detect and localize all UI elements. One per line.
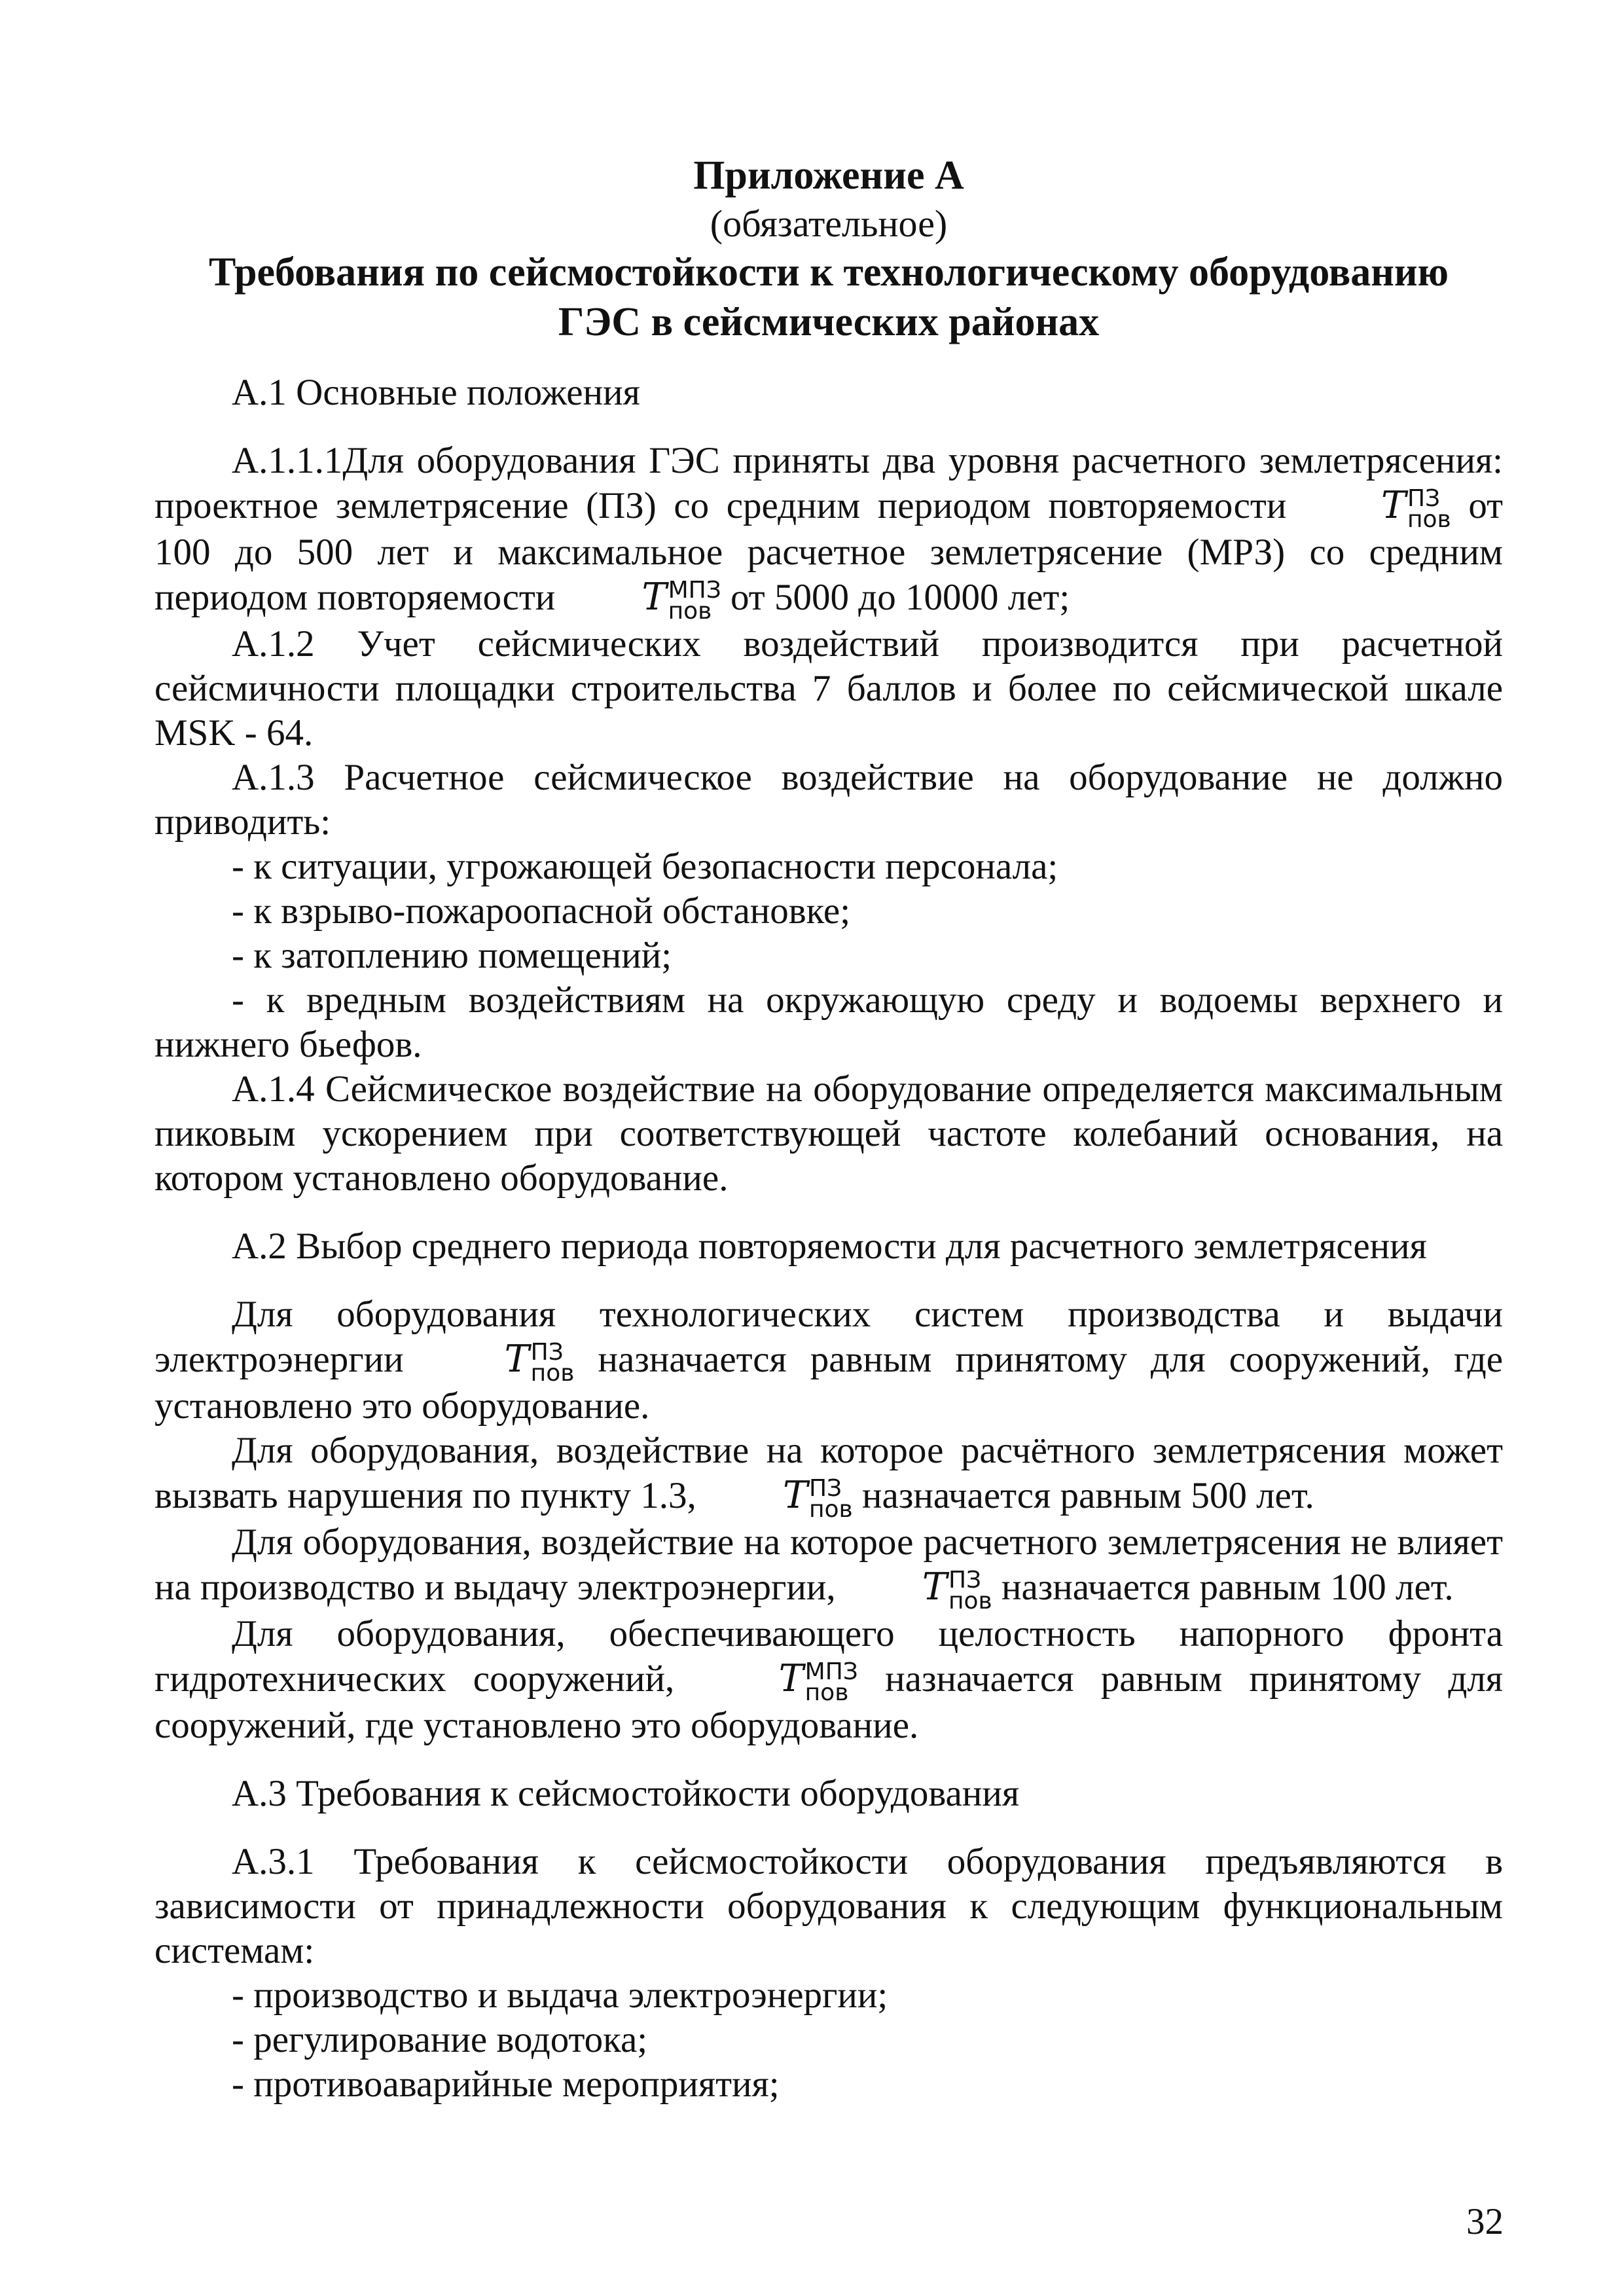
symbol-t-pov-mpz: T МПЗ пов (641, 575, 721, 625)
page-number: 32 (1466, 2201, 1504, 2242)
paragraph-a2-2: Для оборудования, воздействие на которое расчётного землетрясения может вызвать нарушения по пункту 1.3, T ПЗ пов назначается равным 500 лет. (154, 1429, 1503, 1523)
paragraph-a111 (154, 439, 1503, 625)
symbol-t-pov-mpz: T МПЗ пов (778, 1656, 858, 1706)
paragraph-a2-3: Для оборудования, воздействие на которое расчетного землетрясения не влияет на производство и выдачу электроэнергии, T ПЗ пов назначается равным 100 лет. (154, 1521, 1503, 1614)
appendix-heading-line1: Требования по сейсмостойкости к технологическому оборудованию (208, 250, 1449, 295)
paragraph-a113: А.1.3 Расчетное сейсмическое воздействие на оборудование не должно приводить: (154, 756, 1503, 843)
list-item: - к взрыво-пожароопасной обстановке; (232, 890, 851, 932)
list-item: - к вредным воздействиям на окружающую среду и водоемы верхнего и нижнего бьефов. (154, 979, 1503, 1065)
appendix-status: (обязательное) (710, 202, 948, 245)
symbol-t-pov-pz: T ПЗ пов (504, 1337, 575, 1387)
paragraph-a111-part3: от 5000 до 10000 лет; (721, 576, 1070, 618)
list-item: - производство и выдача электроэнергии; (232, 1974, 888, 2016)
section-a3-title: А.3 Требования к сейсмостойкости оборудования (232, 1772, 1020, 1814)
paragraph-a31: А.3.1 Требования к сейсмостойкости оборудования предъявляются в зависимости от принадлежности оборудования к следующим функциональным системам: (154, 1840, 1503, 1971)
list-item: - к затоплению помещений; (232, 934, 672, 976)
appendix-title: Приложение А (693, 153, 964, 198)
list-item: - к ситуации, угрожающей безопасности персонала; (232, 845, 1058, 887)
document-page (154, 151, 1503, 2107)
list-item: - противоаварийные мероприятия; (232, 2063, 780, 2105)
list-item: - регулирование водотока; (232, 2018, 648, 2060)
paragraph-a114: А.1.4 Сейсмическое воздействие на оборудование определяется максимальным пиковым ускорением при соответствующей частоте колебаний основания, на котором установлено оборудование. (154, 1068, 1503, 1199)
appendix-heading-line2: ГЭС в сейсмических районах (558, 300, 1100, 344)
symbol-t-pov-pz: T ПЗ пов (782, 1473, 853, 1523)
section-a2-title: А.2 Выбор среднего периода повторяемости для расчетного землетрясения (232, 1225, 1427, 1267)
paragraph-a2-1: Для оборудования технологических систем производства и выдачи электроэнергии T ПЗ пов назначается равным принятому для сооружений, где установлено это оборудование. (154, 1293, 1503, 1427)
paragraph-a111-part2: от 100 до 500 лет и максимальное расчетное землетрясение (МРЗ) со средним периодом повторяемости (154, 485, 1503, 618)
paragraph-a111-part1: А.1.1.1Для оборудования ГЭС приняты два уровня расчетного землетрясения: проектное землетрясение (ПЗ) со средним периодом повторяемости (154, 440, 1503, 526)
paragraph-a112: А.1.2 Учет сейсмических воздействий производится при расчетной сейсмичности площадки строительства 7 баллов и более по сейсмической шкале MSK - 64. (154, 623, 1503, 754)
paragraph-a2-4: Для оборудования, обеспечивающего целостность напорного фронта гидротехнических сооружений, T МПЗ пов назначается равным принятому для сооружений, где установлено это оборудование. (154, 1613, 1503, 1746)
symbol-t-pov-pz: T ПЗ пов (922, 1565, 992, 1614)
section-a1-title: А.1 Основные положения (232, 372, 640, 413)
symbol-t-pov-pz: T ПЗ пов (1380, 484, 1451, 533)
